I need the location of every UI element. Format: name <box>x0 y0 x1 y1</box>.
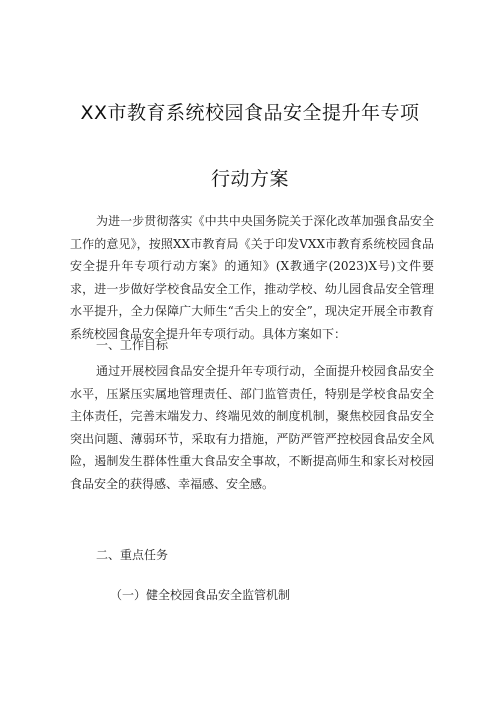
section-heading-tasks: 二、重点任务 <box>96 548 169 562</box>
document-title-line2: 行动方案 <box>210 168 289 190</box>
section-heading-goals: 一、工作目标 <box>96 338 169 352</box>
goals-paragraph: 通过开展校园食品安全提升年专项行动，全面提升校园食品安全水平，压紧压实属地管理责任、部门监管责任，特别是学校食品安全主体责任，完善末端发力、终端见效的制度机制，聚焦校园食品安全突出问题、薄弱环节，采取有力措施，严防严管严控校园食品安全风险，遏制发生群体性重大食品安全事故，不断提高师生和家长对校园食品安全的获得感、幸福感、安全感。 <box>70 364 434 491</box>
document-title-line1: XX市教育系统校园食品安全提升年专项 <box>80 102 420 124</box>
subsection-heading-supervision: （一）健全校园食品安全监管机制 <box>110 588 291 602</box>
intro-paragraph: 为进一步贯彻落实《中共中央国务院关于深化改革加强食品安全工作的意见》，按照XX市教育局《关于印发VXX市教育系统校园食品安全提升年专项行动方案》的通知》(X教通字(2023)X号)文件要求，进一步做好学校食品安全工作，推动学校、幼儿园食品安全管理水平提升，全力保障广大师生“舌尖上的安全”，现决定开展全市教育系统校园食品安全提升年专项行动。具体方案如下： <box>70 214 434 341</box>
